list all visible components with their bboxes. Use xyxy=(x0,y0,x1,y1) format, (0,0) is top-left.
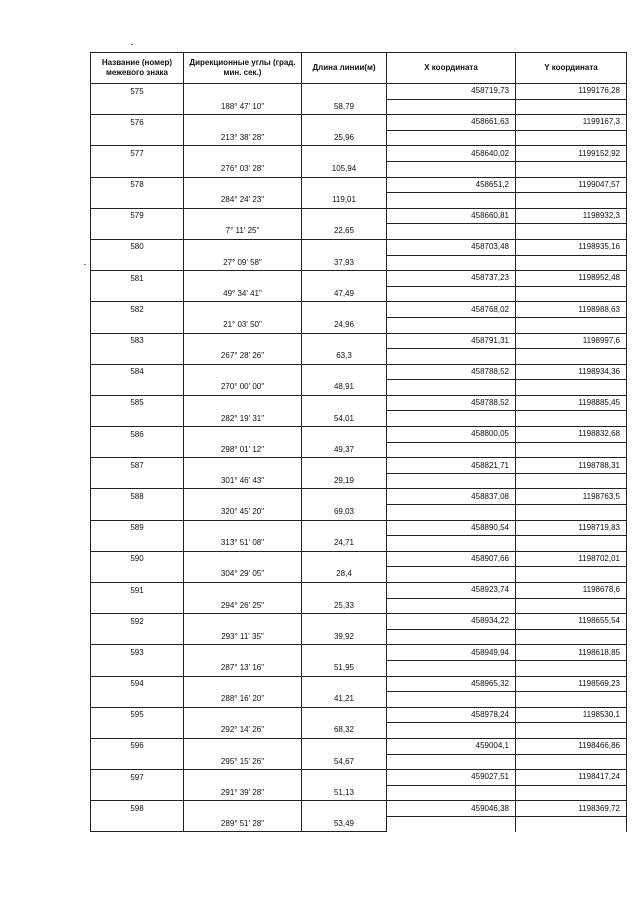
mark-name-cell: 581 xyxy=(91,271,184,287)
line-length-cell: 54,01 xyxy=(302,411,387,427)
x-coordinate-cell: 458837,08 xyxy=(387,489,516,505)
y-coordinate-cell: 1198530,1 xyxy=(516,707,627,723)
x-coordinate-cell: 459004,1 xyxy=(387,738,516,754)
empty-cell xyxy=(516,380,627,396)
y-coordinate-cell: 1198618,85 xyxy=(516,645,627,661)
empty-cell xyxy=(387,567,516,583)
y-coordinate-cell: 1198932,3 xyxy=(516,208,627,224)
empty-cell xyxy=(302,707,387,723)
y-coordinate-cell: 1199167,3 xyxy=(516,115,627,131)
empty-cell xyxy=(91,692,184,708)
table-row xyxy=(91,286,627,302)
table-row xyxy=(91,349,627,365)
y-coordinate-cell: 1198952,48 xyxy=(516,271,627,287)
empty-cell xyxy=(184,146,302,162)
table-row xyxy=(91,177,627,193)
mark-name-cell: 595 xyxy=(91,707,184,723)
mark-name-cell: 590 xyxy=(91,551,184,567)
mark-name-cell: 584 xyxy=(91,364,184,380)
empty-cell xyxy=(91,816,184,831)
empty-cell xyxy=(184,707,302,723)
empty-cell xyxy=(184,115,302,131)
direction-angle-cell: 291° 39' 28" xyxy=(184,785,302,801)
y-coordinate-cell: 1199176,28 xyxy=(516,84,627,100)
empty-cell xyxy=(302,177,387,193)
x-coordinate-cell: 458788,52 xyxy=(387,364,516,380)
line-length-cell: 58,79 xyxy=(302,99,387,115)
empty-cell xyxy=(387,692,516,708)
y-coordinate-cell: 1198702,01 xyxy=(516,551,627,567)
direction-angle-cell: 276° 03' 28" xyxy=(184,161,302,177)
table-row xyxy=(91,660,627,676)
empty-cell xyxy=(387,598,516,614)
table-row xyxy=(91,785,627,801)
mark-name-cell: 597 xyxy=(91,770,184,786)
empty-cell xyxy=(516,255,627,271)
mark-name-cell: 578 xyxy=(91,177,184,193)
x-coordinate-cell: 458978,24 xyxy=(387,707,516,723)
y-coordinate-cell: 1198997,6 xyxy=(516,333,627,349)
empty-cell xyxy=(184,770,302,786)
empty-cell xyxy=(387,536,516,552)
empty-cell xyxy=(302,551,387,567)
line-length-cell: 51,95 xyxy=(302,660,387,676)
empty-cell xyxy=(387,317,516,333)
header-mark-name: Название (номер) межевого знака xyxy=(91,53,184,84)
y-coordinate-cell: 1198719,83 xyxy=(516,520,627,536)
direction-angle-cell: 320° 45' 20" xyxy=(184,505,302,521)
empty-cell xyxy=(302,333,387,349)
x-coordinate-cell: 458923,74 xyxy=(387,583,516,599)
line-length-cell: 28,4 xyxy=(302,567,387,583)
empty-cell xyxy=(91,598,184,614)
empty-cell xyxy=(516,598,627,614)
empty-cell xyxy=(302,614,387,630)
empty-cell xyxy=(91,99,184,115)
table-row xyxy=(91,427,627,443)
table-row xyxy=(91,801,627,817)
empty-cell xyxy=(184,520,302,536)
empty-cell xyxy=(516,754,627,770)
empty-cell xyxy=(184,738,302,754)
y-coordinate-cell: 1198832,68 xyxy=(516,427,627,443)
empty-cell xyxy=(516,224,627,240)
coordinates-table xyxy=(90,52,627,832)
empty-cell xyxy=(91,161,184,177)
direction-angle-cell: 213° 38' 28" xyxy=(184,130,302,146)
empty-cell xyxy=(184,177,302,193)
empty-cell xyxy=(91,629,184,645)
line-length-cell: 47,49 xyxy=(302,286,387,302)
line-length-cell: 41,21 xyxy=(302,692,387,708)
x-coordinate-cell: 458800,05 xyxy=(387,427,516,443)
empty-cell xyxy=(387,660,516,676)
empty-cell xyxy=(302,208,387,224)
mark-name-cell: 585 xyxy=(91,395,184,411)
empty-cell xyxy=(302,770,387,786)
empty-cell xyxy=(387,785,516,801)
direction-angle-cell: 295° 15' 26" xyxy=(184,754,302,770)
table-row xyxy=(91,395,627,411)
empty-cell xyxy=(184,489,302,505)
table-row xyxy=(91,239,627,255)
empty-cell xyxy=(184,395,302,411)
table-row xyxy=(91,707,627,723)
empty-cell xyxy=(516,785,627,801)
empty-cell xyxy=(91,536,184,552)
empty-cell xyxy=(184,333,302,349)
y-coordinate-cell: 1198569,23 xyxy=(516,676,627,692)
x-coordinate-cell: 458737,23 xyxy=(387,271,516,287)
empty-cell xyxy=(91,317,184,333)
header-y-coordinate: Y координата xyxy=(516,53,627,84)
mark-name-cell: 588 xyxy=(91,489,184,505)
line-length-cell: 53,49 xyxy=(302,816,387,831)
line-length-cell: 37,93 xyxy=(302,255,387,271)
header-row xyxy=(91,53,627,84)
empty-cell xyxy=(91,442,184,458)
direction-angle-cell: 294° 26' 25" xyxy=(184,598,302,614)
empty-cell xyxy=(387,130,516,146)
direction-angle-cell: 27° 09' 58" xyxy=(184,255,302,271)
table-row xyxy=(91,536,627,552)
empty-cell xyxy=(91,785,184,801)
empty-cell xyxy=(184,583,302,599)
table-row xyxy=(91,442,627,458)
table-row xyxy=(91,161,627,177)
x-coordinate-cell: 458703,48 xyxy=(387,239,516,255)
mark-name-cell: 596 xyxy=(91,738,184,754)
y-coordinate-cell: 1198988,63 xyxy=(516,302,627,318)
mark-name-cell: 575 xyxy=(91,84,184,100)
direction-angle-cell: 288° 16' 20" xyxy=(184,692,302,708)
table-row xyxy=(91,738,627,754)
direction-angle-cell: 270° 00' 00" xyxy=(184,380,302,396)
direction-angle-cell: 282° 19' 31" xyxy=(184,411,302,427)
empty-cell xyxy=(91,224,184,240)
table-row xyxy=(91,520,627,536)
table-row xyxy=(91,115,627,131)
direction-angle-cell: 292° 14' 26" xyxy=(184,723,302,739)
empty-cell xyxy=(184,427,302,443)
empty-cell xyxy=(184,271,302,287)
table-row xyxy=(91,645,627,661)
empty-cell xyxy=(516,692,627,708)
x-coordinate-cell: 458907,66 xyxy=(387,551,516,567)
empty-cell xyxy=(302,84,387,100)
line-length-cell: 49,37 xyxy=(302,442,387,458)
empty-cell xyxy=(91,660,184,676)
empty-cell xyxy=(302,738,387,754)
y-coordinate-cell: 1198935,16 xyxy=(516,239,627,255)
direction-angle-cell: 301° 46' 43" xyxy=(184,473,302,489)
line-length-cell: 29,19 xyxy=(302,473,387,489)
empty-cell xyxy=(516,816,627,831)
empty-cell xyxy=(387,349,516,365)
y-coordinate-cell: 1198466,86 xyxy=(516,738,627,754)
scan-speck xyxy=(131,44,133,45)
table-row xyxy=(91,84,627,100)
header-direction-angle: Дирекционные углы (град. мин. сек.) xyxy=(184,53,302,84)
empty-cell xyxy=(302,676,387,692)
empty-cell xyxy=(91,380,184,396)
empty-cell xyxy=(387,224,516,240)
table-row xyxy=(91,770,627,786)
empty-cell xyxy=(184,676,302,692)
empty-cell xyxy=(387,161,516,177)
empty-cell xyxy=(91,567,184,583)
direction-angle-cell: 267° 28' 26" xyxy=(184,349,302,365)
table-row xyxy=(91,816,627,831)
line-length-cell: 24,71 xyxy=(302,536,387,552)
direction-angle-cell: 188° 47' 10" xyxy=(184,99,302,115)
mark-name-cell: 583 xyxy=(91,333,184,349)
empty-cell xyxy=(302,364,387,380)
empty-cell xyxy=(516,193,627,209)
empty-cell xyxy=(387,286,516,302)
table-row xyxy=(91,754,627,770)
empty-cell xyxy=(302,146,387,162)
table-row xyxy=(91,193,627,209)
empty-cell xyxy=(516,161,627,177)
direction-angle-cell: 298° 01' 12" xyxy=(184,442,302,458)
empty-cell xyxy=(387,723,516,739)
empty-cell xyxy=(302,583,387,599)
empty-cell xyxy=(302,801,387,817)
direction-angle-cell: 289° 51' 28" xyxy=(184,816,302,831)
table-row xyxy=(91,271,627,287)
empty-cell xyxy=(302,427,387,443)
y-coordinate-cell: 1198655,54 xyxy=(516,614,627,630)
empty-cell xyxy=(302,489,387,505)
x-coordinate-cell: 458651,2 xyxy=(387,177,516,193)
x-coordinate-cell: 459046,38 xyxy=(387,801,516,817)
empty-cell xyxy=(387,193,516,209)
line-length-cell: 119,01 xyxy=(302,193,387,209)
x-coordinate-cell: 458660,81 xyxy=(387,208,516,224)
empty-cell xyxy=(184,364,302,380)
empty-cell xyxy=(302,395,387,411)
direction-angle-cell: 293° 11' 35" xyxy=(184,629,302,645)
table-row xyxy=(91,458,627,474)
mark-name-cell: 576 xyxy=(91,115,184,131)
mark-name-cell: 591 xyxy=(91,583,184,599)
x-coordinate-cell: 458719,73 xyxy=(387,84,516,100)
table-row xyxy=(91,692,627,708)
empty-cell xyxy=(387,380,516,396)
table-row xyxy=(91,723,627,739)
table-row xyxy=(91,629,627,645)
direction-angle-cell: 284° 24' 23" xyxy=(184,193,302,209)
empty-cell xyxy=(184,239,302,255)
empty-cell xyxy=(516,723,627,739)
line-length-cell: 68,32 xyxy=(302,723,387,739)
empty-cell xyxy=(91,193,184,209)
y-coordinate-cell: 1199047,57 xyxy=(516,177,627,193)
x-coordinate-cell: 458768,02 xyxy=(387,302,516,318)
empty-cell xyxy=(184,208,302,224)
x-coordinate-cell: 458821,71 xyxy=(387,458,516,474)
table-row xyxy=(91,146,627,162)
x-coordinate-cell: 458890,54 xyxy=(387,520,516,536)
x-coordinate-cell: 458791,31 xyxy=(387,333,516,349)
x-coordinate-cell: 458640,02 xyxy=(387,146,516,162)
empty-cell xyxy=(91,286,184,302)
table-row xyxy=(91,317,627,333)
empty-cell xyxy=(387,629,516,645)
x-coordinate-cell: 459027,51 xyxy=(387,770,516,786)
line-length-cell: 25,96 xyxy=(302,130,387,146)
empty-cell xyxy=(387,754,516,770)
mark-name-cell: 592 xyxy=(91,614,184,630)
empty-cell xyxy=(516,536,627,552)
line-length-cell: 24,96 xyxy=(302,317,387,333)
empty-cell xyxy=(516,442,627,458)
table-row xyxy=(91,130,627,146)
table-row xyxy=(91,598,627,614)
table-row xyxy=(91,364,627,380)
empty-cell xyxy=(184,801,302,817)
mark-name-cell: 586 xyxy=(91,427,184,443)
direction-angle-cell: 7° 11' 25" xyxy=(184,224,302,240)
line-length-cell: 54,67 xyxy=(302,754,387,770)
table-row xyxy=(91,583,627,599)
x-coordinate-cell: 458788,52 xyxy=(387,395,516,411)
y-coordinate-cell: 1198885,45 xyxy=(516,395,627,411)
y-coordinate-cell: 1198417,24 xyxy=(516,770,627,786)
direction-angle-cell: 21° 03' 50" xyxy=(184,317,302,333)
empty-cell xyxy=(91,130,184,146)
empty-cell xyxy=(91,255,184,271)
direction-angle-cell: 49° 34' 41" xyxy=(184,286,302,302)
empty-cell xyxy=(184,84,302,100)
empty-cell xyxy=(184,645,302,661)
header-x-coordinate: X координата xyxy=(387,53,516,84)
scan-speck xyxy=(84,264,86,265)
empty-cell xyxy=(302,115,387,131)
header-line-length: Длина линии(м) xyxy=(302,53,387,84)
y-coordinate-cell: 1198788,31 xyxy=(516,458,627,474)
empty-cell xyxy=(516,473,627,489)
empty-cell xyxy=(91,349,184,365)
table-row xyxy=(91,255,627,271)
line-length-cell: 51,13 xyxy=(302,785,387,801)
table-row xyxy=(91,99,627,115)
line-length-cell: 63,3 xyxy=(302,349,387,365)
line-length-cell: 69,03 xyxy=(302,505,387,521)
line-length-cell: 25,33 xyxy=(302,598,387,614)
table-row xyxy=(91,333,627,349)
mark-name-cell: 579 xyxy=(91,208,184,224)
empty-cell xyxy=(387,99,516,115)
table-row xyxy=(91,224,627,240)
empty-cell xyxy=(91,473,184,489)
empty-cell xyxy=(387,442,516,458)
direction-angle-cell: 304° 29' 05" xyxy=(184,567,302,583)
empty-cell xyxy=(387,473,516,489)
table-row xyxy=(91,302,627,318)
empty-cell xyxy=(516,286,627,302)
x-coordinate-cell: 458965,32 xyxy=(387,676,516,692)
empty-cell xyxy=(516,505,627,521)
line-length-cell: 39,92 xyxy=(302,629,387,645)
table-row xyxy=(91,411,627,427)
table-row xyxy=(91,208,627,224)
empty-cell xyxy=(302,520,387,536)
x-coordinate-cell: 458949,94 xyxy=(387,645,516,661)
empty-cell xyxy=(302,239,387,255)
empty-cell xyxy=(387,505,516,521)
table-row xyxy=(91,567,627,583)
empty-cell xyxy=(91,754,184,770)
empty-cell xyxy=(302,302,387,318)
empty-cell xyxy=(184,302,302,318)
table-body xyxy=(91,84,627,832)
line-length-cell: 48,91 xyxy=(302,380,387,396)
empty-cell xyxy=(387,411,516,427)
empty-cell xyxy=(91,723,184,739)
x-coordinate-cell: 458934,22 xyxy=(387,614,516,630)
mark-name-cell: 593 xyxy=(91,645,184,661)
empty-cell xyxy=(302,271,387,287)
table-row xyxy=(91,676,627,692)
empty-cell xyxy=(184,458,302,474)
direction-angle-cell: 313° 51' 08" xyxy=(184,536,302,552)
empty-cell xyxy=(516,629,627,645)
mark-name-cell: 577 xyxy=(91,146,184,162)
line-length-cell: 22,65 xyxy=(302,224,387,240)
mark-name-cell: 580 xyxy=(91,239,184,255)
y-coordinate-cell: 1199152,92 xyxy=(516,146,627,162)
y-coordinate-cell: 1198369,72 xyxy=(516,801,627,817)
mark-name-cell: 594 xyxy=(91,676,184,692)
empty-cell xyxy=(91,411,184,427)
table-row xyxy=(91,380,627,396)
empty-cell xyxy=(516,567,627,583)
empty-cell xyxy=(516,317,627,333)
empty-cell xyxy=(302,645,387,661)
direction-angle-cell: 287° 13' 16" xyxy=(184,660,302,676)
mark-name-cell: 587 xyxy=(91,458,184,474)
table-row xyxy=(91,614,627,630)
empty-cell xyxy=(184,551,302,567)
empty-cell xyxy=(91,505,184,521)
table-row xyxy=(91,505,627,521)
y-coordinate-cell: 1198763,5 xyxy=(516,489,627,505)
empty-cell xyxy=(516,99,627,115)
mark-name-cell: 589 xyxy=(91,520,184,536)
empty-cell xyxy=(516,130,627,146)
y-coordinate-cell: 1198934,36 xyxy=(516,364,627,380)
empty-cell xyxy=(302,458,387,474)
empty-cell xyxy=(184,614,302,630)
empty-cell xyxy=(387,816,516,831)
mark-name-cell: 582 xyxy=(91,302,184,318)
boundary-marks-table-sheet xyxy=(90,52,621,832)
table-row xyxy=(91,551,627,567)
empty-cell xyxy=(516,660,627,676)
table-row xyxy=(91,473,627,489)
y-coordinate-cell: 1198678,6 xyxy=(516,583,627,599)
x-coordinate-cell: 458661,63 xyxy=(387,115,516,131)
line-length-cell: 105,94 xyxy=(302,161,387,177)
empty-cell xyxy=(516,411,627,427)
empty-cell xyxy=(387,255,516,271)
empty-cell xyxy=(516,349,627,365)
mark-name-cell: 598 xyxy=(91,801,184,817)
table-row xyxy=(91,489,627,505)
